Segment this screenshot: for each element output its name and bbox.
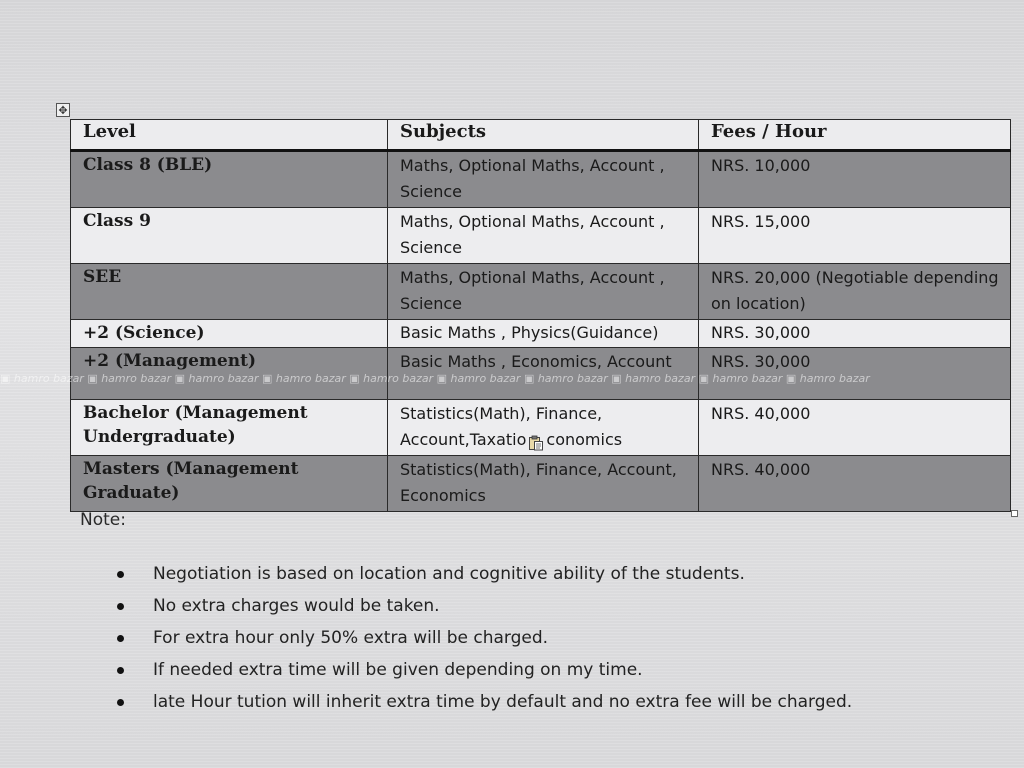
paste-options-icon[interactable] (528, 433, 544, 449)
note-text: Negotiation is based on location and cognitive ability of the students. (153, 564, 745, 584)
watermark: ▣ hamro bazar ▣ hamro bazar ▣ hamro bazar ▣ hamro bazar ▣ hamro bazar ▣ hamro bazar ▣ hamro bazar ▣ hamro bazar ▣ hamro bazar ▣ hamro bazar (0, 372, 870, 385)
table-move-icon[interactable]: ✥ (56, 103, 70, 117)
fees-cell: NRS. 20,000 (Negotiable depending on location) (699, 264, 1011, 320)
level-cell: +2 (Management) (71, 348, 388, 400)
fees-cell: NRS. 30,000 (699, 320, 1011, 348)
note-text: No extra charges would be taken. (153, 596, 440, 616)
list-item (100, 558, 1000, 590)
header-fees: Fees / Hour (699, 120, 1011, 151)
table-resize-handle-icon[interactable] (1011, 510, 1018, 517)
list-item (100, 590, 1000, 622)
table-row (71, 456, 1011, 512)
table-row (71, 264, 1011, 320)
table-header-row (71, 120, 1011, 151)
level-cell: Bachelor (Management Undergraduate) (71, 400, 388, 456)
subjects-text-part-2: conomics (546, 430, 623, 449)
list-item (100, 686, 1000, 718)
subjects-cell: Basic Maths , Physics(Guidance) (388, 320, 699, 348)
table-row (71, 208, 1011, 264)
list-item (100, 622, 1000, 654)
header-level: Level (71, 120, 388, 151)
fees-cell: NRS. 15,000 (699, 208, 1011, 264)
subjects-cell: Maths, Optional Maths, Account , Science (388, 264, 699, 320)
table-row (71, 151, 1011, 208)
note-label: Note: (80, 510, 126, 530)
list-item (100, 654, 1000, 686)
subjects-cell: Maths, Optional Maths, Account , Science (388, 208, 699, 264)
bullet-icon (117, 635, 124, 642)
subjects-cell: Maths, Optional Maths, Account , Science (388, 151, 699, 208)
fees-table (70, 119, 1011, 512)
note-text: If needed extra time will be given depending on my time. (153, 660, 643, 680)
subjects-text-part-1: Statistics(Math), Finance, Account,Taxatio (400, 404, 603, 449)
note-text: For extra hour only 50% extra will be charged. (153, 628, 549, 648)
header-subjects: Subjects (388, 120, 699, 151)
table-row (71, 320, 1011, 348)
fees-cell: NRS. 40,000 (699, 400, 1011, 456)
bullet-icon (117, 603, 124, 610)
level-cell: Class 9 (71, 208, 388, 264)
level-cell: +2 (Science) (71, 320, 388, 348)
subjects-cell: Statistics(Math), Finance, Account, Economics (388, 456, 699, 512)
subjects-cell: Basic Maths , Economics, Account (388, 348, 699, 400)
level-cell: Class 8 (BLE) (71, 151, 388, 208)
bullet-icon (117, 571, 124, 578)
level-cell: Masters (Management Graduate) (71, 456, 388, 512)
table-row (71, 400, 1011, 456)
level-cell: SEE (71, 264, 388, 320)
bullet-icon (117, 667, 124, 674)
note-text: late Hour tution will inherit extra time by default and no extra fee will be charged. (153, 692, 853, 712)
subjects-cell (388, 400, 699, 456)
fees-cell: NRS. 40,000 (699, 456, 1011, 512)
notes-list (100, 558, 1000, 718)
fees-cell: NRS. 30,000 (699, 348, 1011, 400)
fees-cell: NRS. 10,000 (699, 151, 1011, 208)
bullet-icon (117, 699, 124, 706)
